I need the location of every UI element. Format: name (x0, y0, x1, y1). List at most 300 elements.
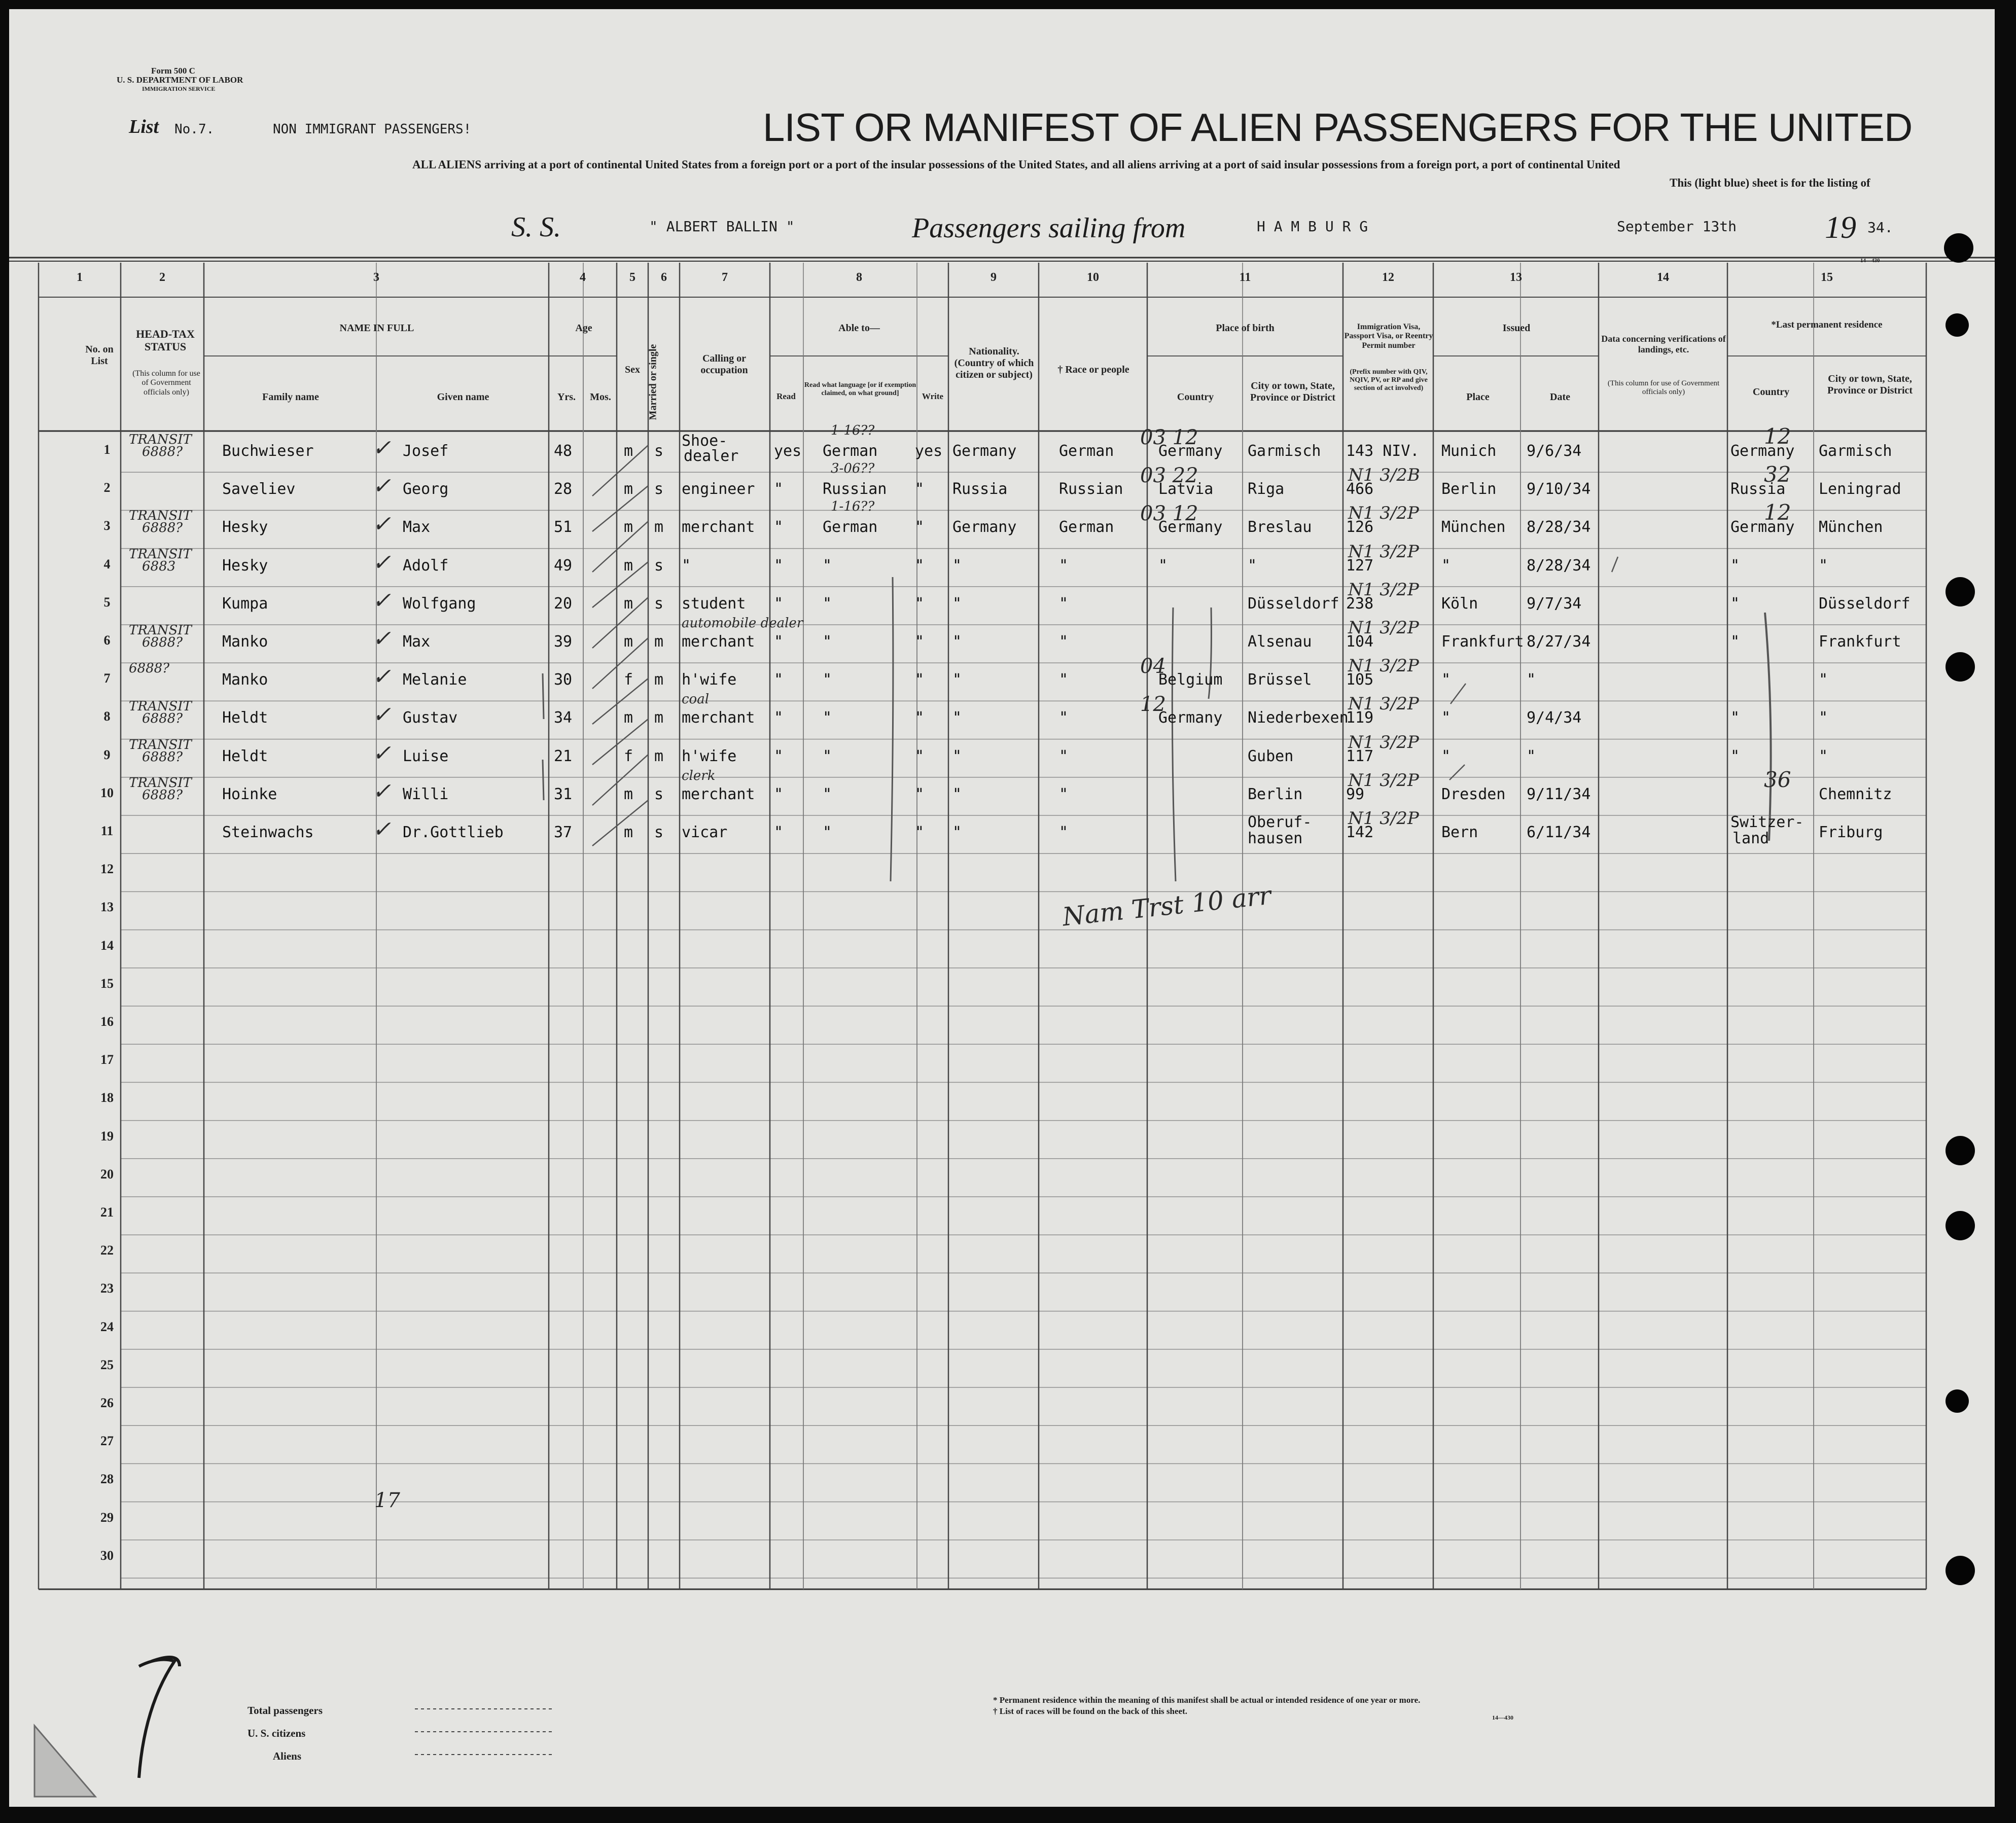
read-language: " (823, 747, 832, 765)
nationality: " (952, 671, 962, 689)
read-language: " (823, 633, 832, 651)
issued-date: " (1527, 747, 1536, 765)
can-write: " (915, 747, 925, 765)
year-suffix: 34. (1867, 219, 1893, 236)
punch-hole (1946, 1556, 1975, 1585)
read-language: German (823, 518, 878, 537)
residence-country: " (1730, 594, 1740, 613)
given-name: Adolf (403, 556, 449, 575)
head-tax-stamp: TRANSIT (129, 432, 192, 447)
row-number: 17 (100, 1052, 114, 1067)
form-code-bottom: 14—430 (1492, 1714, 1513, 1721)
header-married-single: Married or single (647, 344, 659, 420)
handwritten-signature-note: Nam Trst 10 arr (1061, 880, 1272, 932)
issued-place: München (1441, 518, 1506, 537)
check-mark: ✓ (372, 664, 391, 690)
issued-date: 9/6/34 (1527, 442, 1582, 460)
row-number: 19 (100, 1128, 114, 1143)
issued-date: " (1527, 671, 1536, 689)
occupation: student (682, 594, 746, 613)
family-name: Hesky (222, 518, 268, 537)
given-name: Josef (403, 442, 449, 460)
head-tax-number: 6888? (142, 635, 183, 650)
given-name: Georg (403, 480, 449, 498)
family-name: Heldt (222, 747, 268, 765)
issued-date: 9/7/34 (1527, 594, 1582, 613)
residence-city: München (1819, 518, 1883, 537)
read-language: " (823, 671, 832, 689)
row-number: 13 (100, 900, 114, 915)
residence-city: " (1819, 747, 1828, 765)
footer-note-2: † List of races will be found on the back of this sheet. (993, 1706, 1187, 1716)
residence-city: " (1819, 556, 1828, 575)
header-mos: Mos. (590, 391, 611, 403)
residence-note: 36 (1764, 767, 1791, 792)
can-read: " (774, 556, 784, 575)
header-visa-note: (Prefix number with QIV, NQIV, PV, or RP and give section of act involved) (1350, 368, 1428, 392)
pencil-stroke (891, 577, 893, 881)
head-tax-number: 6888? (142, 711, 183, 727)
residence-city: " (1819, 709, 1828, 727)
header-nationality: Nationality. (Country of which citizen or subject) (954, 346, 1034, 380)
visa-note: N1 3/2P (1348, 732, 1419, 753)
punch-hole (1946, 1389, 1969, 1413)
age-years: 28 (554, 480, 573, 498)
header-write: Write (922, 391, 944, 401)
race: Russian (1059, 480, 1123, 498)
visa-note: N1 3/2P (1348, 694, 1419, 714)
row-number: 21 (100, 1205, 114, 1220)
pencil-stroke (1172, 607, 1211, 881)
birth-city: Alsenau (1248, 633, 1312, 651)
header-birth-city: City or town, State, Province or District (1250, 380, 1336, 403)
residence-city: " (1819, 671, 1828, 689)
family-name: Manko (222, 671, 268, 689)
occupation: merchant (682, 785, 755, 803)
can-write: " (915, 785, 925, 803)
head-tax-number: 6888? (142, 444, 183, 459)
header-yrs: Yrs. (557, 391, 576, 403)
punch-hole (1944, 233, 1973, 263)
residence-city: Friburg (1819, 824, 1883, 841)
race: " (1059, 747, 1069, 765)
row-number: 25 (100, 1357, 114, 1372)
form-code-top: 14—430 (1860, 258, 1880, 264)
visa-number: 127 (1346, 556, 1374, 575)
can-read: " (774, 671, 784, 689)
row-number: 6 (103, 633, 111, 648)
can-write: " (915, 671, 925, 689)
row-number: 23 (100, 1281, 114, 1296)
family-name: Steinwachs (222, 824, 314, 841)
visa-note: N1 3/2P (1348, 808, 1419, 829)
read-language: " (823, 556, 832, 575)
check-mark: ✓ (372, 626, 391, 652)
header-able-to: Able to— (838, 323, 880, 334)
race: German (1059, 518, 1114, 537)
given-name: Wolfgang (403, 594, 476, 613)
marital-status: m (654, 518, 664, 537)
birth-city: Breslau (1248, 518, 1312, 537)
visa-number: 142 (1346, 824, 1374, 841)
nationality: " (952, 633, 962, 651)
race: " (1059, 633, 1069, 651)
visa-number: 126 (1346, 518, 1374, 537)
visa-number: 238 (1346, 594, 1374, 613)
row-number: 26 (100, 1396, 114, 1410)
issued-date: 9/10/34 (1527, 480, 1591, 498)
issued-date: 8/28/34 (1527, 518, 1591, 537)
year-prefix: 19 (1825, 210, 1856, 245)
issued-place: Köln (1441, 594, 1478, 613)
visa-number: 466 (1346, 480, 1374, 498)
given-name: Melanie (403, 671, 467, 689)
can-write: " (915, 556, 925, 575)
visa-note: N1 3/2B (1348, 465, 1420, 486)
birth-city: " (1248, 556, 1257, 575)
can-write: " (915, 518, 925, 537)
header-issued-date: Date (1550, 391, 1570, 403)
marital-status: s (654, 824, 664, 841)
head-tax-stamp: TRANSIT (129, 508, 192, 524)
birth-city: Guben (1248, 747, 1294, 765)
age-years: 48 (554, 442, 573, 460)
residence-country: " (1730, 709, 1740, 727)
pencil-stroke (1765, 613, 1771, 841)
family-name: Hoinke (222, 785, 277, 803)
marital-status: m (654, 671, 664, 689)
age-years: 31 (554, 785, 573, 803)
age-years: 30 (554, 671, 573, 689)
family-name: Buchwieser (222, 442, 314, 460)
header-name-in-full: NAME IN FULL (339, 323, 414, 334)
birth-country-note: 03 12 (1140, 502, 1198, 526)
row-number: 18 (100, 1090, 114, 1105)
issued-place: Bern (1441, 824, 1478, 841)
manifest-sheet (9, 9, 1995, 1807)
can-read: yes (774, 442, 802, 460)
port-name: H A M B U R G (1257, 218, 1368, 235)
head-tax-stamp: TRANSIT (129, 623, 192, 638)
marital-status: s (654, 442, 664, 460)
head-tax-stamp: 6888? (129, 661, 170, 676)
issued-date: 9/4/34 (1527, 709, 1582, 727)
nationality: " (952, 785, 962, 803)
family-name: Saveliev (222, 480, 296, 498)
read-language: " (823, 709, 832, 727)
row-number: 4 (103, 556, 111, 571)
birth-city: Garmisch (1248, 442, 1321, 460)
family-name: Heldt (222, 709, 268, 727)
manifest-title: LIST OR MANIFEST OF ALIEN PASSENGERS FOR THE UNITED (763, 105, 1913, 150)
occupation: Shoe- (682, 432, 728, 450)
row-number: 9 (103, 747, 111, 762)
birth-city: Riga (1248, 480, 1285, 498)
row-number: 12 (100, 862, 114, 877)
can-read: " (774, 709, 784, 727)
can-read: " (774, 633, 784, 651)
punch-hole (1946, 652, 1975, 682)
header-age: Age (575, 323, 592, 334)
header-birth-country: Country (1177, 391, 1214, 403)
sex: m (624, 594, 633, 613)
age-years: 51 (554, 518, 573, 537)
birth-city: Berlin (1248, 785, 1303, 803)
nationality: " (952, 824, 962, 841)
given-name: Max (403, 633, 431, 651)
check-mark: ✓ (372, 740, 391, 766)
row-number: 30 (100, 1548, 114, 1563)
birth-country: " (1158, 556, 1168, 575)
row-number: 15 (100, 976, 114, 991)
sex: m (624, 442, 633, 460)
marital-status: s (654, 480, 664, 498)
nationality: " (952, 556, 962, 575)
check-mark: ✓ (372, 511, 391, 538)
family-name: Kumpa (222, 594, 268, 613)
residence-country: " (1730, 633, 1740, 651)
birth-city: Oberuf- (1248, 813, 1312, 831)
punch-hole (1946, 577, 1975, 606)
sex: f (624, 671, 633, 689)
read-language: " (823, 824, 832, 841)
issued-place: " (1441, 556, 1451, 575)
pencil-stroke (592, 445, 648, 846)
footer-aliens: Aliens (273, 1750, 302, 1762)
visa-note: N1 3/2P (1348, 770, 1419, 791)
visa-number: 117 (1346, 747, 1374, 765)
header-head-tax-note: (This column for use of Government officials only) (132, 369, 200, 397)
birth-country: Belgium (1158, 671, 1223, 689)
read-language: Russian (823, 480, 887, 498)
check-mark: ✓ (372, 702, 391, 728)
given-name: Willi (403, 785, 449, 803)
residence-city: Leningrad (1819, 480, 1901, 498)
head-tax-stamp: TRANSIT (129, 546, 192, 562)
issued-place: Dresden (1441, 785, 1506, 803)
marital-status: m (654, 747, 664, 765)
residence-country: Germany (1730, 442, 1795, 460)
row-number: 2 (103, 480, 111, 495)
birth-city-line-2: hausen (1248, 830, 1303, 847)
row-number: 11 (100, 824, 114, 838)
family-name: Manko (222, 633, 268, 651)
occupation-note: clerk (682, 768, 716, 783)
ss-label: S. S. (511, 211, 561, 243)
head-tax-stamp: TRANSIT (129, 775, 192, 791)
row-number: 22 (100, 1243, 114, 1258)
read-language: " (823, 785, 832, 803)
row-number: 8 (103, 709, 111, 724)
header-res-city: City or town, State, Province or District (1827, 373, 1913, 396)
column-number: 1 (77, 271, 83, 284)
column-number: 2 (159, 271, 165, 284)
sex: f (624, 747, 633, 765)
birth-country: Germany (1158, 518, 1223, 537)
nationality: Russia (952, 480, 1008, 498)
row-number: 24 (100, 1319, 114, 1334)
column-number: 10 (1087, 271, 1099, 284)
visa-note: N1 3/2P (1348, 656, 1419, 676)
page-mark: 17 (374, 1489, 400, 1512)
occupation: merchant (682, 709, 755, 727)
sex: m (624, 556, 633, 575)
nationality: Germany (952, 518, 1017, 537)
residence-country-line-2: land (1732, 830, 1770, 847)
language-note: 1-16?? (831, 499, 875, 515)
family-name: Hesky (222, 556, 268, 575)
age-years: 34 (554, 709, 573, 727)
column-number: 12 (1382, 271, 1394, 284)
residence-note: 12 (1764, 424, 1791, 449)
can-read: " (774, 594, 784, 613)
header-issued-place: Place (1466, 391, 1490, 403)
marital-status: m (654, 633, 664, 651)
residence-country: Germany (1730, 518, 1795, 537)
visa-note: N1 3/2P (1348, 618, 1419, 638)
occupation: merchant (682, 518, 755, 537)
birth-country: Latvia (1158, 480, 1214, 498)
age-years: 49 (554, 556, 573, 575)
marital-status: s (654, 556, 664, 575)
check-mark: ✓ (372, 549, 391, 576)
birth-country-note: 04 (1140, 655, 1166, 678)
head-tax-number: 6888? (142, 787, 183, 803)
age-years: 21 (554, 747, 573, 765)
header-place-of-birth: Place of birth (1216, 323, 1275, 334)
sex: m (624, 709, 633, 727)
given-name: Luise (403, 747, 449, 765)
visa-note: N1 3/2P (1348, 541, 1419, 562)
occupation: h'wife (682, 671, 737, 689)
header-visa: Immigration Visa, Passport Visa, or Reentry Permit number (1344, 323, 1433, 350)
residence-city: Frankfurt (1819, 633, 1901, 651)
marital-status: m (654, 709, 664, 727)
header-sex: Sex (625, 364, 640, 375)
punch-hole (1946, 1211, 1975, 1240)
language-note: 3-06?? (831, 461, 875, 477)
column-number: 6 (661, 271, 667, 284)
row-number: 3 (103, 518, 111, 533)
residence-country: " (1730, 747, 1740, 765)
form-number: Form 500 C (151, 66, 195, 76)
issued-place: Frankfurt (1441, 633, 1524, 651)
can-write: " (915, 824, 925, 841)
header-read-language: Read what language [or if exemption claimed, on what ground] (804, 381, 916, 398)
read-language: German (823, 442, 878, 460)
column-number: 5 (629, 271, 635, 284)
can-read: " (774, 747, 784, 765)
sex: m (624, 480, 633, 498)
row-number: 16 (100, 1014, 114, 1029)
check-mark: ✓ (372, 778, 391, 804)
column-number: 14 (1657, 271, 1669, 284)
can-read: " (774, 480, 784, 498)
birth-city: Niederbexen (1248, 709, 1349, 727)
check-mark: ✓ (372, 473, 391, 499)
footer-us-citizens: U. S. citizens (247, 1727, 306, 1739)
header-calling: Calling or occupation (700, 353, 748, 376)
age-years: 39 (554, 633, 573, 651)
residence-country: Russia (1730, 480, 1786, 498)
occupation: merchant (682, 633, 755, 651)
header-verifications: Data concerning verifications of landings, etc. (1601, 334, 1726, 354)
issued-date: 8/27/34 (1527, 633, 1591, 651)
occupation-line-2: dealer (684, 447, 739, 465)
can-read: " (774, 785, 784, 803)
can-write: " (915, 594, 925, 613)
head-tax-number: 6883 (142, 558, 176, 574)
marital-status: s (654, 594, 664, 613)
sex: m (624, 633, 633, 651)
nationality: Germany (952, 442, 1017, 460)
residence-note: 12 (1764, 500, 1791, 525)
age-years: 20 (554, 594, 573, 613)
header-read: Read (776, 391, 796, 401)
header-last-residence: *Last permanent residence (1771, 319, 1883, 330)
issued-place: " (1441, 747, 1451, 765)
header-verifications-note: (This column for use of Government officials only) (1607, 379, 1720, 397)
sailing-label: Passengers sailing from (912, 212, 1186, 244)
column-number: 3 (373, 271, 379, 284)
issued-date: 6/11/34 (1527, 824, 1591, 841)
list-label: List (129, 116, 159, 137)
sailing-date: September 13th (1617, 218, 1737, 235)
row-number: 1 (103, 442, 111, 457)
row-number: 27 (100, 1434, 114, 1449)
issued-place: Munich (1441, 442, 1497, 460)
column-number: 9 (991, 271, 997, 284)
list-type: NON IMMIGRANT PASSENGERS! (273, 122, 472, 137)
folded-corner (29, 1721, 100, 1802)
header-given-name: Given name (437, 391, 489, 403)
handwritten-seven-mark (124, 1646, 190, 1793)
check-mark: ✓ (372, 587, 391, 614)
column-number: 11 (1239, 271, 1251, 284)
visa-number: 105 (1346, 671, 1374, 689)
can-read: " (774, 518, 784, 537)
birth-country-note: 12 (1140, 693, 1166, 717)
ship-name: " ALBERT BALLIN " (649, 218, 795, 235)
subtitle-line-2: This (light blue) sheet is for the listing of (1670, 176, 1870, 189)
nationality: " (952, 747, 962, 765)
head-tax-number: 6888? (142, 520, 183, 536)
row-number: 29 (100, 1510, 114, 1525)
residence-note: 32 (1764, 462, 1791, 487)
visa-number: 119 (1346, 709, 1374, 727)
header-family-name: Family name (262, 391, 319, 403)
birth-country: Germany (1158, 442, 1223, 460)
header-race: † Race or people (1057, 364, 1129, 375)
head-tax-number: 6888? (142, 749, 183, 765)
row-number: 5 (103, 594, 111, 610)
can-write: " (915, 480, 925, 498)
header-no-on-list: No. on List (85, 344, 114, 367)
can-write: yes (915, 442, 943, 460)
punch-hole (1946, 1136, 1975, 1165)
department-label: U. S. DEPARTMENT OF LABOR (117, 75, 243, 85)
occupation: engineer (682, 480, 755, 498)
occupation: " (682, 556, 691, 575)
visa-note: N1 3/2P (1348, 579, 1419, 600)
visa-number: 99 (1346, 785, 1365, 803)
list-number: No.7. (174, 122, 215, 137)
visa-number: 104 (1346, 633, 1374, 651)
residence-country: Switzer- (1730, 813, 1804, 831)
residence-city: Düsseldorf (1819, 594, 1911, 613)
nationality: " (952, 594, 962, 613)
column-number: 8 (856, 271, 862, 284)
